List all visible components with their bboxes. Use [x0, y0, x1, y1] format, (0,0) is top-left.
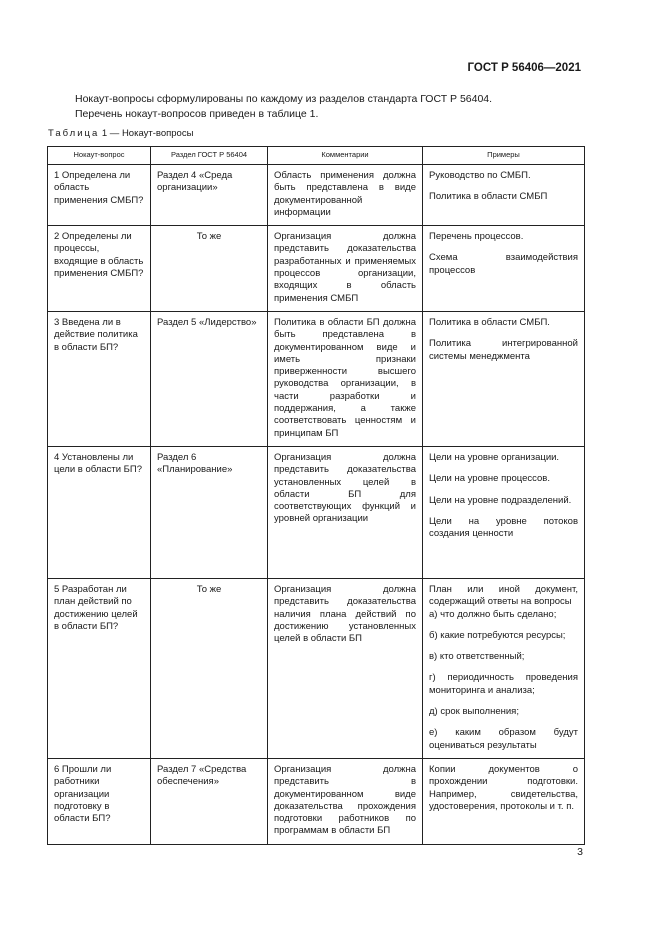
examples-cell — [423, 226, 585, 312]
comment-cell: Организация должна представить доказательства разработанных и применяемых процессов организации, входящих в область применения СМБП — [268, 226, 423, 312]
section-cell: Раздел 5 «Лидерство» — [151, 311, 268, 446]
example-item: Копии документов о прохождении подготовки. Например, свидетельства, удостоверения, протоколы и т. п. — [429, 763, 578, 812]
intro-paragraph-1: Нокаут-вопросы сформулированы по каждому из разделов стандарта ГОСТ Р 56404. — [75, 93, 493, 105]
example-item: д) срок выполнения; — [429, 706, 519, 718]
question-cell: 3 Введена ли в действие политика в области БП? — [48, 311, 151, 446]
example-item: Цели на уровне организации. — [429, 451, 560, 463]
example-item: Руководство по СМБП. — [429, 170, 531, 181]
table-caption — [48, 128, 193, 139]
table-header-row — [48, 147, 585, 165]
page-number: 3 — [577, 846, 583, 858]
example-item: Политика интегрированной системы менеджмента — [429, 338, 578, 362]
question-cell: 1 Определена ли область применения СМБП? — [48, 165, 151, 226]
comment-cell: Организация должна представить доказательства наличия плана действий по достижению установленных целей в области БП — [268, 578, 423, 758]
example-item: б) какие потребуются ресурсы; — [429, 629, 566, 641]
column-header-examples: Примеры — [423, 147, 585, 165]
example-item: а) что должно быть сделано; — [429, 608, 557, 620]
table-row — [48, 311, 585, 446]
comment-cell: Область применения должна быть представлена в виде документированной информации — [268, 165, 423, 226]
question-cell: 4 Установлены ли цели в области БП? — [48, 446, 151, 578]
section-cell: Раздел 6 «Планирование» — [151, 446, 268, 578]
examples-cell — [423, 758, 585, 844]
section-cell: То же — [151, 226, 268, 312]
examples-cell — [423, 578, 585, 758]
table-row — [48, 446, 585, 578]
question-cell: 2 Определены ли процессы, входящие в область применения СМБП? — [48, 226, 151, 312]
examples-cell — [423, 165, 585, 226]
intro-text — [75, 92, 595, 122]
table-caption-text: 1 — Нокаут-вопросы — [99, 128, 194, 139]
example-item: Цели на уровне подразделений. — [429, 494, 572, 506]
section-cell: Раздел 7 «Средства обеспечения» — [151, 758, 268, 844]
table-row — [48, 758, 585, 844]
comment-cell: Организация должна представить доказательства установленных целей в области БП для соответствующих функций и уровней организации — [268, 446, 423, 578]
comment-cell: Политика в области БП должна быть представлена в документированном виде и иметь признаки приверженности высшего руководства организации, в части разработки и поддержания, а также соответствовать ценностям и принципам БП — [268, 311, 423, 446]
examples-cell — [423, 446, 585, 578]
example-item: е) каким образом будут оцениваться результаты — [429, 727, 578, 751]
example-item: Политика в области СМБП. — [429, 316, 550, 328]
examples-cell — [423, 311, 585, 446]
example-lead: План или иной документ, содержащий ответы на вопросы — [429, 583, 578, 608]
column-header-question: Нокаут-вопрос — [48, 147, 151, 165]
example-item: Перечень процессов. — [429, 231, 524, 243]
question-cell: 6 Прошли ли работники организации подготовку в области БП? — [48, 758, 151, 844]
example-item: в) кто ответственный; — [429, 651, 525, 663]
example-item: Цели на уровне потоков создания ценности — [429, 515, 578, 540]
table-row — [48, 578, 585, 758]
table-caption-prefix: Таблица — [48, 128, 100, 139]
example-item: Цели на уровне процессов. — [429, 473, 550, 485]
table-row — [48, 226, 585, 312]
example-item: г) периодичность проведения мониторинга и анализа; — [429, 672, 578, 696]
knockout-questions-table — [47, 146, 585, 845]
example-item: Политика в области СМБП — [429, 191, 548, 203]
section-cell: Раздел 4 «Среда организации» — [151, 165, 268, 226]
column-header-section: Раздел ГОСТ Р 56404 — [151, 147, 268, 165]
question-cell: 5 Разработан ли план действий по достижению целей в области БП? — [48, 578, 151, 758]
column-header-comment: Комментарии — [268, 147, 423, 165]
comment-cell: Организация должна представить в документированном виде доказательства прохождения подготовки работников по программам в области БП — [268, 758, 423, 844]
intro-paragraph-2: Перечень нокаут-вопросов приведен в таблице 1. — [75, 108, 319, 120]
example-item: Схема взаимодействия процессов — [429, 252, 578, 276]
section-cell: То же — [151, 578, 268, 758]
table-row — [48, 165, 585, 226]
document-header: ГОСТ Р 56406—2021 — [467, 62, 581, 74]
